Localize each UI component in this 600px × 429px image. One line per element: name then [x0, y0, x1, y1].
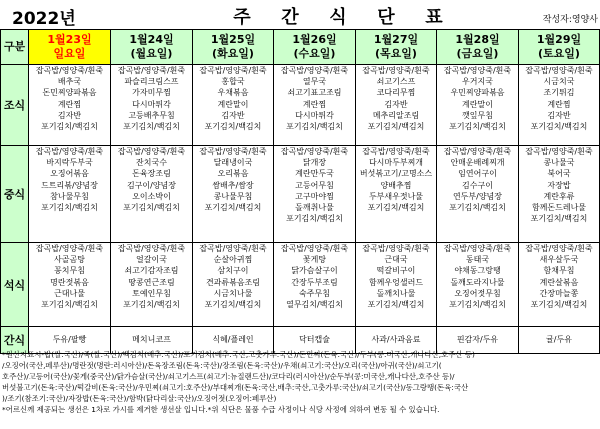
- menu-item: 삼치구이: [217, 266, 249, 276]
- menu-item: 오리볶음: [217, 169, 249, 179]
- title-char: 단: [377, 7, 395, 28]
- page-title: [218, 3, 458, 29]
- menu-item: 근대나물: [54, 288, 85, 298]
- menu-item: 자장밥: [547, 180, 571, 190]
- menu-item: 드트리볶/양념장: [41, 180, 98, 190]
- menu-item: 열무국: [302, 77, 327, 87]
- menu-item: 잡곡밥/영양죽/흰죽: [117, 66, 186, 75]
- day-weekday: (목요일): [375, 47, 417, 60]
- menu-item: 우채볶음: [217, 88, 249, 98]
- menu-cell: [274, 146, 356, 243]
- menu-item: 떡갈비구이: [376, 266, 416, 276]
- menu-item: 김자반: [57, 110, 82, 120]
- menu-item: 포기김치/백김치: [123, 299, 180, 309]
- menu-item: 포기김치/백김치: [41, 121, 98, 131]
- menu-item: 배추국: [57, 77, 82, 87]
- menu-item: 고구마야찜: [295, 191, 334, 201]
- menu-cell: [356, 146, 437, 243]
- menu-item: 계란후류: [543, 191, 575, 201]
- menu-item: 고등어무침: [295, 180, 334, 190]
- menu-item: 포기김치/백김치: [204, 299, 262, 309]
- menu-cell: [193, 65, 274, 146]
- day-date: 1월25일: [210, 33, 256, 46]
- menu-item: 임연어구이: [458, 169, 497, 179]
- meal-row: [1, 146, 600, 243]
- menu-item: 김자반: [221, 110, 245, 120]
- menu-item: 얼갈이국: [136, 255, 167, 265]
- year-label: 2022년: [12, 9, 76, 29]
- menu-item: 잡곡밥/영양죽/흰죽: [35, 244, 104, 253]
- menu-item: 김구이/양념장: [126, 180, 177, 190]
- menu-item: 잡곡밥/영양죽/흰죽: [525, 244, 593, 253]
- menu-item: 다시마튀각: [132, 99, 171, 109]
- menu-item: 오징어젓무침: [454, 288, 501, 298]
- menu-item: 닭가슴살구이: [291, 266, 338, 276]
- snack-cell: 사과/사과음료: [356, 327, 437, 354]
- menu-item: 코다리무찜: [376, 88, 416, 98]
- menu-item: 고등배추무침: [128, 110, 175, 120]
- menu-item: 잡곡밥/영양죽/흰죽: [443, 147, 512, 156]
- menu-item: 포기김치/백김치: [204, 202, 262, 212]
- menu-item: 쌈배추/쌈장: [212, 180, 254, 190]
- title-char: 식: [329, 7, 347, 28]
- menu-item: 포기김치/백김치: [286, 121, 343, 131]
- day-header: [193, 30, 274, 65]
- menu-item: 쇠고기스프: [376, 77, 416, 87]
- menu-item: 포기김치/백김치: [41, 299, 98, 309]
- day-date: 1월24일: [129, 33, 174, 46]
- day-header: [29, 30, 111, 65]
- title-char: 표: [425, 7, 443, 28]
- menu-item: 바지락두부국: [46, 158, 93, 168]
- snack-cell: 식혜/플레인: [193, 327, 274, 354]
- menu-item: 잡곡밥/영양죽/흰죽: [35, 147, 104, 156]
- day-weekday: (토요일): [538, 47, 580, 60]
- menu-cell: [356, 243, 437, 327]
- menu-item: 잡곡밥/영양죽/흰죽: [362, 66, 430, 75]
- menu-item: 함께돈드레나물: [531, 202, 587, 212]
- day-date: 1월28일: [455, 33, 500, 46]
- menu-item: 잡곡밥/영양죽/흰죽: [280, 66, 349, 75]
- menu-cell: [274, 65, 356, 146]
- menu-item: 함께우엉샐러드: [368, 277, 424, 287]
- menu-item: 메추리알조림: [372, 110, 420, 120]
- menu-item: 시금치국: [543, 77, 575, 87]
- menu-cell: [111, 243, 193, 327]
- menu-item: 포기김치/백김치: [204, 121, 262, 131]
- menu-item: 야채동그랑땡: [454, 266, 501, 276]
- menu-item: 양배추찜: [380, 180, 412, 190]
- menu-item: 잡곡밥/영양죽/흰죽: [525, 66, 593, 75]
- menu-item: 잡곡밥/영양죽/흰죽: [117, 244, 186, 253]
- day-header: [437, 30, 519, 65]
- menu-item: 토예인무침: [132, 288, 171, 298]
- menu-item: 돌깨치나물: [376, 288, 416, 298]
- menu-item: 두부새우젓나물: [368, 191, 424, 201]
- menu-item: 달래냉이국: [213, 158, 253, 168]
- menu-item: 잡곡밥/영양죽/흰죽: [362, 244, 430, 253]
- day-date: 1월23일: [47, 33, 92, 46]
- menu-item: 포기김치/백김치: [367, 299, 425, 309]
- menu-item: 열무김치/백김치: [286, 299, 343, 309]
- menu-item: 함채무침: [543, 266, 575, 276]
- menu-item: 우민찌양파볶음: [450, 88, 505, 98]
- menu-item: 잡곡밥/영양죽/흰죽: [199, 147, 267, 156]
- menu-item: 잡곡밥/영양죽/흰죽: [199, 244, 267, 253]
- menu-table: [0, 29, 600, 354]
- note-line: *원산지표시-밥(쌀:국산)/죽(쌀:국산)/백김치(배추:국산)/포기김치(배추:국산,고춧가루:국산)/돈민찌(돈육:국산)/두부(콩:미국산,캐나다산,호주산 등): [2, 350, 475, 359]
- meal-label: 중식: [1, 146, 29, 243]
- meal-row: [1, 65, 600, 146]
- menu-item: 명란젓볶음: [50, 277, 89, 287]
- menu-cell: [29, 65, 111, 146]
- menu-item: 깻잎무침: [462, 110, 493, 120]
- menu-cell: [519, 146, 600, 243]
- title-char: 간: [281, 7, 299, 28]
- menu-item: 파슬리크림스프: [124, 77, 179, 87]
- menu-item: 잡곡밥/영양죽/흰죽: [199, 66, 267, 75]
- menu-item: 포기김치/백김치: [449, 121, 506, 131]
- day-header: [356, 30, 437, 65]
- menu-item: 땅콩연근조림: [128, 277, 175, 287]
- snack-cell: 메치니코프: [111, 327, 193, 354]
- menu-item: 홍합국: [221, 77, 245, 87]
- menu-item: 다시마두부찌개: [368, 158, 424, 168]
- menu-item: 포기김치/백김치: [41, 202, 98, 212]
- menu-item: 돌깨취나물: [295, 202, 334, 212]
- day-weekday: (금요일): [456, 47, 499, 60]
- menu-cell: [29, 243, 111, 327]
- menu-item: 계란찜: [302, 99, 327, 109]
- meal-label: 조식: [1, 65, 29, 146]
- menu-cell: [29, 146, 111, 243]
- menu-item: 시금치나물: [213, 288, 253, 298]
- menu-item: 포기김치/백김치: [449, 299, 506, 309]
- menu-item: 포기김치/백김치: [530, 214, 588, 224]
- menu-item: 숙주무침: [299, 288, 330, 298]
- snack-cell: 귤/두유: [519, 327, 600, 354]
- day-header: [111, 30, 193, 65]
- snack-label: 간식: [1, 327, 29, 354]
- day-header: [519, 30, 600, 65]
- menu-item: 포기김치/백김치: [123, 121, 180, 131]
- menu-cell: [356, 65, 437, 146]
- menu-item: 동태국: [465, 255, 490, 265]
- menu-item: 잡곡밥/영양죽/흰죽: [35, 66, 104, 75]
- menu-cell: [437, 243, 519, 327]
- menu-cell: [193, 243, 274, 327]
- origin-notes: [2, 349, 598, 415]
- day-weekday: (월요일): [130, 47, 173, 60]
- day-weekday: (수요일): [293, 47, 336, 60]
- menu-cell: [111, 65, 193, 146]
- menu-item: 간장두부조림: [291, 277, 338, 287]
- menu-item: 돌깨도라지나물: [450, 277, 505, 287]
- day-header: [274, 30, 356, 65]
- menu-item: 우거지국: [462, 77, 493, 87]
- menu-item: 잔치국수: [136, 158, 167, 168]
- note-line: )/조기(참조기:국산)/자장밥(돈육:국산)/함박(닭다리살:국산)/오징어젓(오징어:페루산): [2, 394, 277, 403]
- title-row: [0, 0, 600, 30]
- day-date: 1월29일: [536, 33, 582, 46]
- day-date: 1월27일: [373, 33, 419, 46]
- menu-item: 포기김치/백김치: [449, 202, 506, 212]
- menu-item: 콩나물국: [543, 158, 575, 168]
- menu-item: 잡곡밥/영양죽/흰죽: [117, 147, 186, 156]
- menu-cell: [193, 146, 274, 243]
- day-weekday: (화요일): [212, 47, 254, 60]
- menu-item: 오징어볶음: [50, 169, 89, 179]
- menu-item: 쇠고기감자조림: [124, 266, 179, 276]
- menu-item: 연두부/양념장: [452, 191, 503, 201]
- menu-cell: [437, 146, 519, 243]
- menu-item: 버섯볶고기/고명소스: [359, 169, 433, 179]
- menu-cell: [274, 243, 356, 327]
- menu-item: 가자미무찜: [132, 88, 171, 98]
- menu-item: 간장마늘쫑: [539, 288, 579, 298]
- menu-item: 근대국: [384, 255, 408, 265]
- note-line: 버섯불고기(돈육:국산)/떡갈비(돈육:국산)/우민찌(쇠고기:호주산)/부대찌개(돈육:국산,배추:국산,고춧가루:국산)/쇠고기(국산)/동그랑땡(돈육:국산: [2, 383, 469, 392]
- menu-item: 견과류볶음조림: [205, 277, 261, 287]
- menu-cell: [519, 243, 600, 327]
- menu-item: 잡곡밥/영양죽/흰죽: [280, 244, 349, 253]
- author-label: 작성자:영양사: [542, 15, 598, 25]
- title-char: 주: [233, 7, 251, 28]
- menu-cell: [519, 65, 600, 146]
- menu-cell: [437, 65, 519, 146]
- menu-item: 계란살볶음: [539, 277, 579, 287]
- note-line: /오징어(국산,페루산)/명란젓(명란:러시아산)/돈육장조림(돈육:국산)/장조림(돈육:국산)/우채(쇠고기:국산)/오리(국산)/아귀(국산)/쇠고기(: [2, 361, 442, 370]
- menu-item: 순살아귀찜: [213, 255, 253, 265]
- note-line: 호주산)/고등어(국산)/꽃게(중국산)/닭가슴살(국산)/쇠고기스프(쇠고기:뉴질랜드산)/코다리(러시아산)/순두부(콩:미국산,캐나다산,호주산 등)/: [2, 372, 455, 381]
- menu-item: 쇠고기표고조림: [287, 88, 342, 98]
- menu-item: 김자반: [384, 99, 408, 109]
- day-date: 1월26일: [292, 33, 337, 46]
- menu-item: 콩나물무침: [213, 191, 253, 201]
- menu-item: 꽃게탕: [302, 255, 327, 265]
- menu-item: 참나물무침: [50, 191, 89, 201]
- menu-item: 오이소박이: [132, 191, 171, 201]
- menu-item: 안매운배례찌개: [450, 158, 505, 168]
- meal-row: [1, 243, 600, 327]
- menu-item: 포기김치/백김치: [367, 202, 425, 212]
- day-weekday: 일요일: [53, 47, 86, 60]
- menu-item: 계란찜: [57, 99, 82, 109]
- menu-item: 북어국: [547, 169, 571, 179]
- menu-item: 돈육장조림: [132, 169, 171, 179]
- menu-item: 잡곡밥/영양죽/흰죽: [280, 147, 349, 156]
- menu-item: 계란말이: [462, 99, 493, 109]
- menu-item: 잡곡밥/영양죽/흰죽: [443, 66, 512, 75]
- menu-item: 잡곡밥/영양죽/흰죽: [362, 147, 430, 156]
- menu-cell: [111, 146, 193, 243]
- menu-item: 포기김치/백김치: [530, 299, 588, 309]
- snack-cell: 닥터캡슐: [274, 327, 356, 354]
- menu-item: 잡곡밥/영양죽/흰죽: [443, 244, 512, 253]
- menu-item: 포기김치/백김치: [367, 121, 425, 131]
- menu-item: 다시마튀각: [295, 110, 334, 120]
- menu-item: 계란만두국: [295, 169, 334, 179]
- menu-item: 포기김치/백김치: [286, 214, 343, 224]
- menu-item: 포기김치/백김치: [123, 202, 180, 212]
- header-row: [1, 30, 600, 65]
- menu-item: 조기튀김: [543, 88, 575, 98]
- menu-item: 포기김치/백김치: [530, 121, 588, 131]
- snack-cell: 두유/팔빵: [29, 327, 111, 354]
- menu-item: 계란말이: [217, 99, 249, 109]
- menu-item: 꽁치무침: [54, 266, 85, 276]
- corner-header: 구분: [1, 30, 29, 65]
- menu-item: 계란찜: [547, 99, 571, 109]
- snack-cell: 핀감자/두유: [437, 327, 519, 354]
- menu-item: 김자반: [547, 110, 571, 120]
- menu-item: 사골곰탕: [54, 255, 85, 265]
- menu-item: 돈민찌양파볶음: [42, 88, 97, 98]
- note-line: *어르신께 제공되는 생선은 1차로 가시를 제거한 생선살 입니다.*위 식단은 물품 수급 사정이나 식당 사정에 의하여 변동 될 수 있습니다.: [2, 405, 440, 414]
- menu-item: 새우살두국: [539, 255, 579, 265]
- menu-item: 잡곡밥/영양죽/흰죽: [525, 147, 593, 156]
- meal-label: 석식: [1, 243, 29, 327]
- menu-item: 닭개장: [302, 158, 327, 168]
- menu-item: 김수구이: [462, 180, 493, 190]
